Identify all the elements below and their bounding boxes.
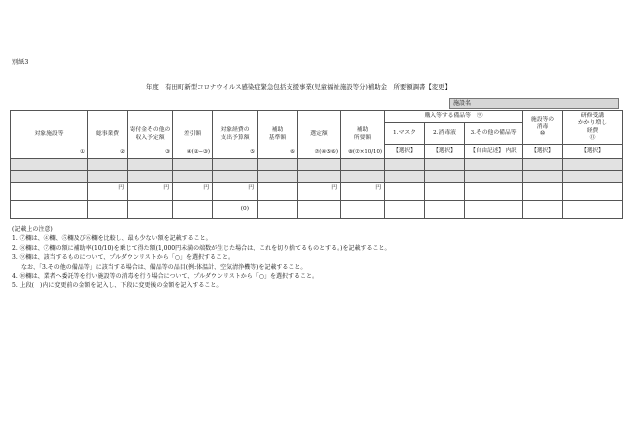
header-supplies-group: 購入等する備品等 ⑨ <box>385 111 523 123</box>
selected-amount-cell[interactable]: 円 <box>298 183 341 201</box>
header-selected-amount: 選定額 ⑦(④⑤⑥) <box>298 111 341 159</box>
mask-select-label: 【選択】 <box>385 145 425 159</box>
required-amount-cell[interactable]: 円 <box>341 183 385 201</box>
header-disinfectant: 2.消毒液 <box>425 123 465 145</box>
facility-name-label: 施設名 <box>453 99 472 107</box>
table-row <box>11 171 623 183</box>
budget-table <box>10 110 623 219</box>
note-item: なお、「3.その他の備品等」に該当する場合は、備品等の品目(例:体温計、空気清浄機等)を記載すること。 <box>21 263 307 271</box>
note-item: 2. ⑧欄は、⑦欄の額に補助率(10/10)を乗じて得た額(1,000円未満の端数が生じた場合は、これを切り捨てるものとする。)を記載すること。 <box>12 244 391 252</box>
header-standard-amount: 補助 基準額 ⑥ <box>258 111 298 159</box>
target-cost-before-cell[interactable]: (0) <box>213 201 258 219</box>
note-item: 5. 上段( )内に変更前の金額を記入し、下段に変更後の金額を記入すること。 <box>12 282 223 290</box>
facility-name-field[interactable] <box>449 98 619 109</box>
header-required-amount: 補助 所要額 ⑧(⑦×10/10) <box>341 111 385 159</box>
table-row <box>11 159 623 171</box>
notes-heading: (記載上の注意) <box>12 226 53 233</box>
other-free-text-label: 【自由記述】 内訳 <box>465 145 523 159</box>
target-cost-cell[interactable]: 円 <box>213 183 258 201</box>
total-cost-cell[interactable]: 円 <box>88 183 128 201</box>
training-select-label: 【選択】 <box>563 145 623 159</box>
donation-cell[interactable]: 円 <box>128 183 173 201</box>
note-item: 1. ⑦欄は、④欄、⑤欄及び⑥欄を比較し、最も少ない額を記載すること。 <box>12 235 212 243</box>
header-target-cost: 対象経費の 支出予算額 ⑤ <box>213 111 258 159</box>
header-donation: 寄付金その他の 収入予定額 ③ <box>128 111 173 159</box>
sheet-number: 別紙3 <box>12 59 29 66</box>
header-total-cost: 総事業費 ② <box>88 111 128 159</box>
notes-section <box>12 225 390 291</box>
header-mask: 1.マスク <box>385 123 425 145</box>
note-item: 3. ⑨欄は、該当するものについて、プルダウンリストから「○」を選択すること。 <box>12 254 235 262</box>
difference-cell[interactable]: 円 <box>173 183 213 201</box>
document-title: 年度 有田町新型コロナウイルス感染症緊急包括支援事業(児童福祉施設等分)補助金 所要額調書【変更】 <box>146 83 451 91</box>
header-training-cost: 研修受講 かかり増し 経費 ⑪ <box>563 111 623 145</box>
facility-disinfection-select-label: 【選択】 <box>523 145 563 159</box>
header-difference: 差引額 ④(②−③) <box>173 111 213 159</box>
disinfectant-select-label: 【選択】 <box>425 145 465 159</box>
header-other-supplies: 3.その他の備品等 <box>465 123 523 145</box>
table-row <box>11 201 623 219</box>
note-item: 4. ⑩欄は、業者へ委託等を行い施設等の消毒を行う場合について、プルダウンリストから「○」を選択すること。 <box>12 273 319 281</box>
table-row <box>11 183 623 201</box>
header-facility-disinfection: 施設等の 消毒 ⑩ <box>523 111 563 145</box>
header-facility: 対象施設等 ① <box>11 111 88 159</box>
